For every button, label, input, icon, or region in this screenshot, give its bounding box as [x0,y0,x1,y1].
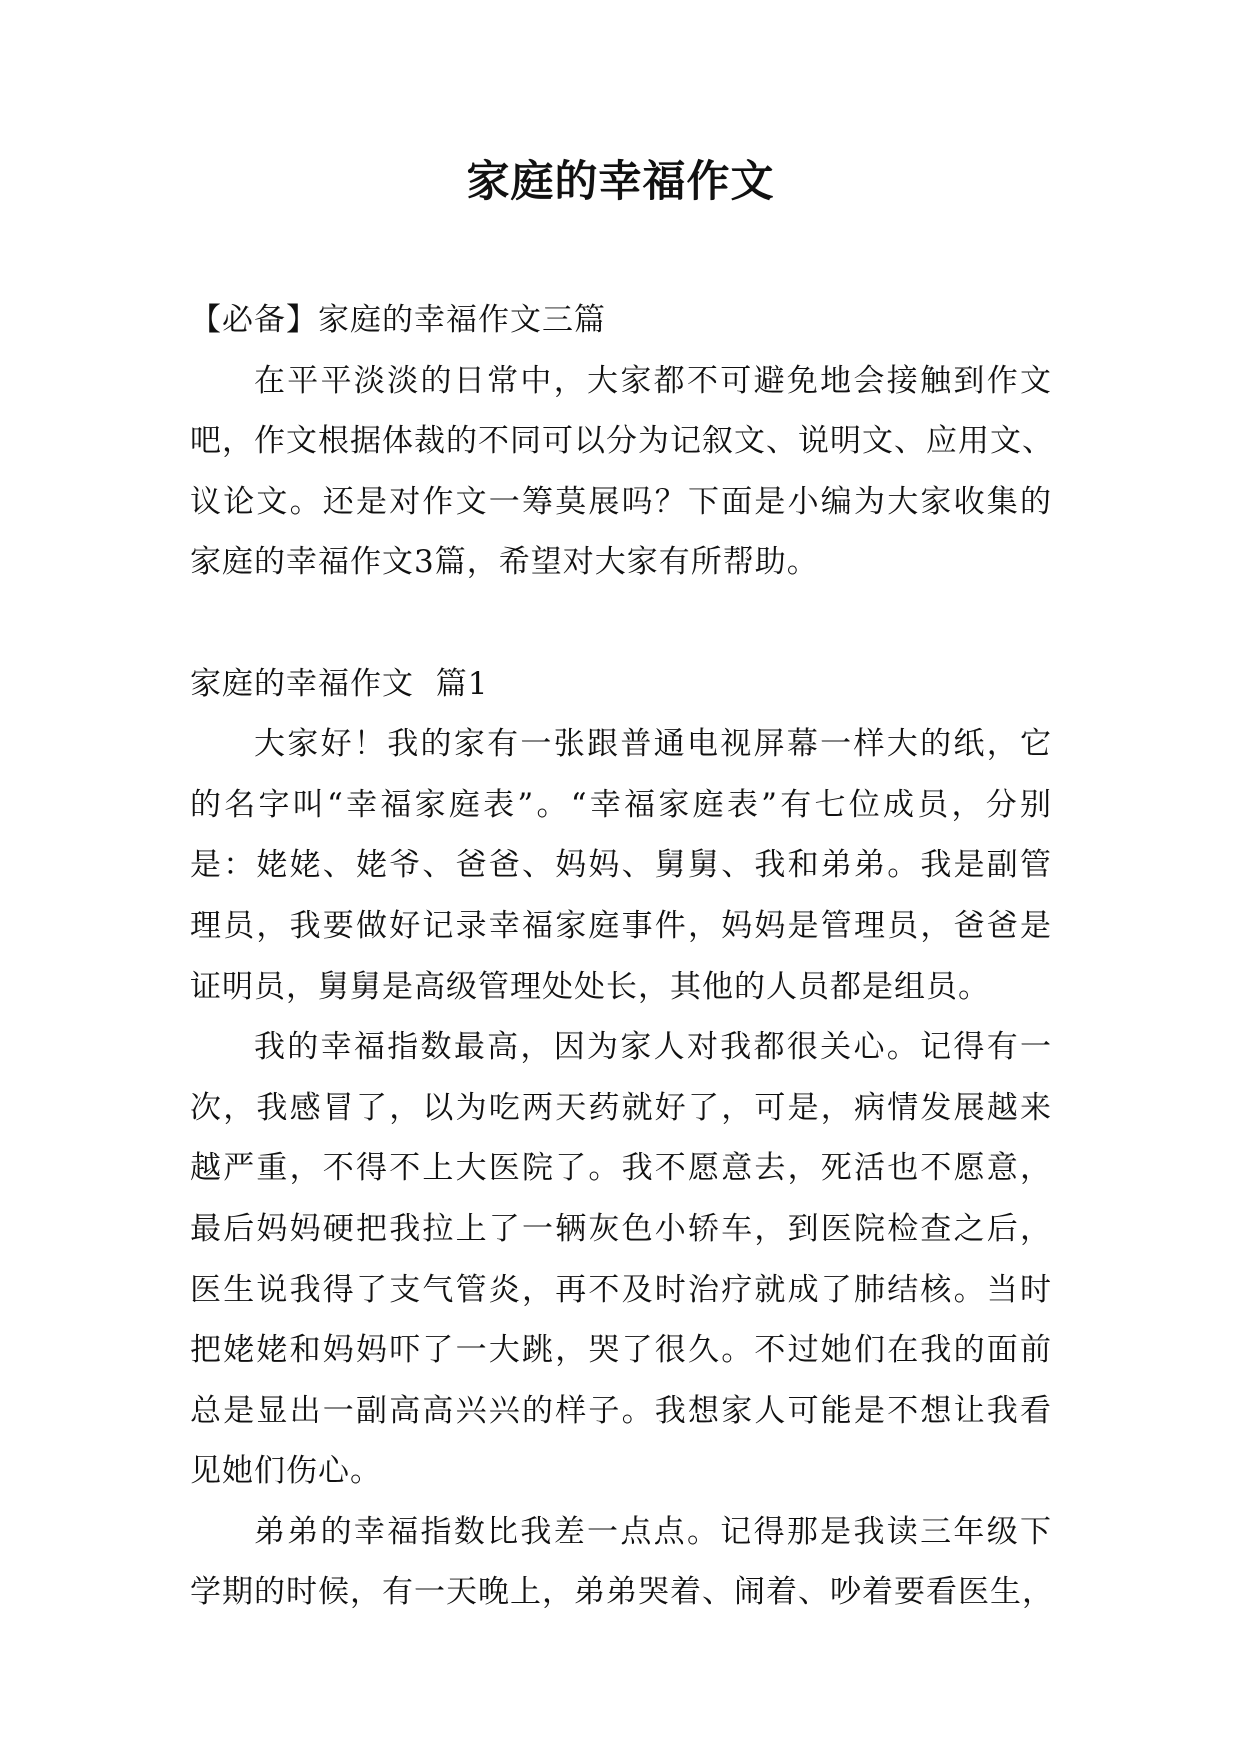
paragraph-line: 学期的时候，有一天晚上，弟弟哭着、闹着、吵着要看医生， [190,1574,1054,1611]
paragraph-line: 把姥姥和妈妈吓了一大跳，哭了很久。不过她们在我的面前 [190,1332,1052,1369]
intro-paragraph [190,351,1052,593]
paragraph-line: 我的幸福指数最高，因为家人对我都很关心。记得有一 [254,1029,1052,1066]
paragraph-line: 大家好！我的家有一张跟普通电视屏幕一样大的纸，它 [254,726,1052,763]
paragraph-line: 家庭的幸福作文3篇，希望对大家有所帮助。 [190,544,819,581]
paragraph-line: 议论文。还是对作文一筹莫展吗？下面是小编为大家收集的 [190,483,1052,520]
paragraph-line: 越严重，不得不上大医院了。我不愿意去，死活也不愿意， [190,1150,1052,1187]
paragraph-line: 是：姥姥、姥爷、爸爸、妈妈、舅舅、我和弟弟。我是副管 [190,847,1052,884]
document-body [190,290,1052,1623]
paragraph-2 [190,1017,1052,1502]
paragraph-line: 最后妈妈硬把我拉上了一辆灰色小轿车，到医院检查之后， [190,1210,1052,1247]
blank-line [190,593,1052,654]
paragraph-line: 的名字叫“幸福家庭表”。“幸福家庭表”有七位成员，分别 [190,786,1052,823]
paragraph-line: 医生说我得了支气管炎，再不及时治疗就成了肺结核。当时 [190,1271,1052,1308]
paragraph-line: 证明员，舅舅是高级管理处处长，其他的人员都是组员。 [190,968,990,1005]
paragraph-line: 在平平淡淡的日常中，大家都不可避免地会接触到作文 [254,362,1052,399]
paragraph-line: 理员，我要做好记录幸福家庭事件，妈妈是管理员，爸爸是 [190,907,1052,944]
paragraph-line: 次，我感冒了，以为吃两天药就好了，可是，病情发展越来 [190,1089,1052,1126]
paragraph-line: 见她们伤心。 [190,1453,382,1490]
document-subtitle: 【必备】家庭的幸福作文三篇 [190,302,606,338]
paragraph-1 [190,714,1052,1017]
paragraph-line: 吧，作文根据体裁的不同可以分为记叙文、说明文、应用文、 [190,423,1054,460]
document-title: 家庭的幸福作文 [466,157,775,207]
paragraph-3 [190,1502,1052,1623]
paragraph-line: 总是显出一副高高兴兴的样子。我想家人可能是不想让我看 [190,1392,1052,1429]
paragraph-line: 弟弟的幸福指数比我差一点点。记得那是我读三年级下 [254,1513,1052,1550]
section-heading: 家庭的幸福作文 篇1 [190,665,489,702]
